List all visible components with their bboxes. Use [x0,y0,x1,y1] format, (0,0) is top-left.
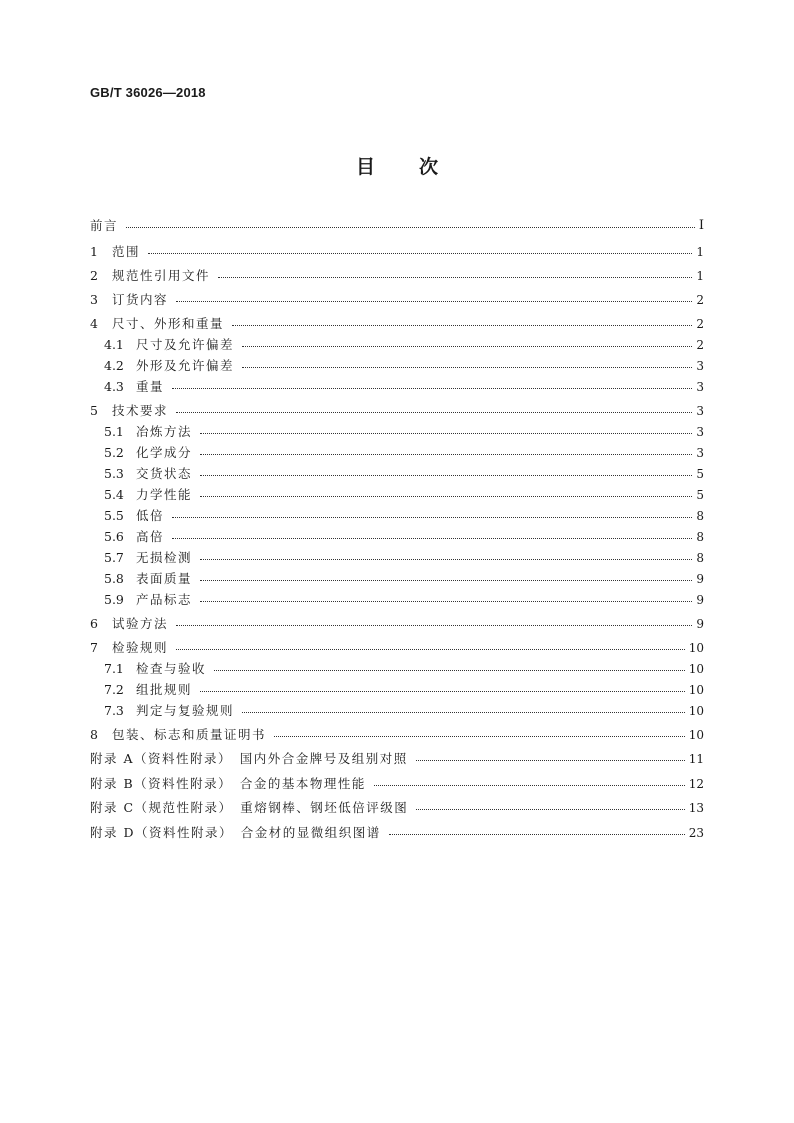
toc-entry[interactable] [90,335,704,355]
toc-dot-leader [172,387,692,389]
toc-entry[interactable] [90,701,704,721]
toc-entry-number: 8 [90,727,98,742]
toc-entry-page: 9 [696,572,704,586]
toc-entry[interactable] [90,356,704,376]
toc-entry-label: 产品标志 [136,592,193,607]
toc-entry[interactable] [90,443,704,463]
toc-entry-label: 判定与复验规则 [136,703,235,718]
toc-entry-number: 2 [90,268,98,283]
toc-entry-page: 1 [696,269,704,283]
toc-entry-number: 5.9 [104,592,124,607]
page-title-char-1: 目 [355,156,375,178]
toc-dot-leader [416,808,684,810]
toc-entry[interactable] [90,725,704,745]
toc-dot-leader [126,226,695,228]
toc-entry-number: 5.6 [104,529,124,544]
toc-entry-number: 7 [90,640,98,655]
toc-entry-page: 9 [696,617,704,631]
toc-entry-label: 附录 A（资料性附录） 国内外合金牌号及组别对照 [90,751,408,766]
toc-entry-number: 5.3 [104,466,124,481]
toc-entry-page: 3 [696,404,704,418]
toc-entry-page: 11 [688,752,704,766]
toc-entry-label: 无损检测 [136,550,193,565]
toc-entry-label: 范围 [112,244,141,259]
toc-entry-page: 2 [696,293,704,307]
toc-dot-leader [148,252,692,254]
toc-dot-leader [416,759,685,761]
toc-entry-label: 表面质量 [136,571,193,586]
toc-dot-leader [200,495,692,497]
toc-dot-leader [176,411,692,413]
toc-dot-leader [200,432,692,434]
toc-dot-leader [242,366,692,368]
toc-entry-label: 检验规则 [112,640,169,655]
toc-entry-number: 4.3 [104,379,124,394]
toc-entry[interactable] [90,774,704,794]
toc-entry-label: 高倍 [136,529,165,544]
toc-entry[interactable] [90,314,704,334]
toc-entry[interactable] [90,749,704,769]
toc-entry[interactable] [90,569,704,589]
toc-dot-leader [214,669,685,671]
toc-dot-leader [274,735,685,737]
toc-entry-page: 8 [696,530,704,544]
toc-entry-label: 检查与验收 [136,661,207,676]
toc-dot-leader [172,516,692,518]
toc-entry-page: 10 [688,728,704,742]
toc-entry-label: 技术要求 [112,403,169,418]
toc-entry[interactable] [90,798,704,818]
toc-entry[interactable] [90,290,704,310]
toc-entry[interactable] [90,422,704,442]
toc-entry-page: 13 [688,801,704,815]
toc-entry-page: 3 [696,380,704,394]
toc-dot-leader [200,558,692,560]
toc-entry-label: 外形及允许偏差 [136,358,235,373]
toc-dot-leader [176,648,685,650]
toc-dot-leader [200,600,692,602]
toc-dot-leader [200,579,692,581]
toc-entry[interactable] [90,401,704,421]
toc-entry-label: 冶炼方法 [136,424,193,439]
toc-entry-label: 规范性引用文件 [112,268,211,283]
toc-entry-page: 5 [696,467,704,481]
toc-entry-label: 交货状态 [136,466,193,481]
toc-entry-page: 3 [696,359,704,373]
toc-entry[interactable] [90,680,704,700]
toc-entry[interactable] [90,216,704,236]
toc-entry[interactable] [90,659,704,679]
toc-entry-number: 5.1 [104,424,124,439]
toc-entry-page: 3 [696,425,704,439]
toc-entry-page: Ⅰ [698,218,704,233]
toc-entry-label: 前言 [90,218,119,233]
toc-dot-leader [242,345,692,347]
toc-dot-leader [176,624,692,626]
toc-dot-leader [200,453,692,455]
toc-entry[interactable] [90,823,704,843]
toc-entry[interactable] [90,548,704,568]
toc-entry-number: 3 [90,292,98,307]
toc-entry-label: 附录 D（资料性附录） 合金材的显微组织图谱 [90,825,381,840]
toc-entry-label: 附录 B（资料性附录） 合金的基本物理性能 [90,776,366,791]
toc-dot-leader [176,300,692,302]
toc-entry-label: 化学成分 [136,445,193,460]
toc-entry-number: 1 [90,244,98,259]
toc-entry[interactable] [90,242,704,262]
toc-entry-label: 低倍 [136,508,165,523]
toc-entry-page: 8 [696,509,704,523]
toc-entry-label: 附录 C（规范性附录） 重熔钢棒、钢坯低倍评级图 [90,800,409,815]
toc-entry-number: 4.2 [104,358,124,373]
toc-entry-number: 7.2 [104,682,124,697]
toc-entry-page: 1 [696,245,704,259]
page-title-char-2: 次 [419,156,439,178]
toc-entry-page: 3 [696,446,704,460]
toc-entry-page: 8 [696,551,704,565]
toc-entry[interactable] [90,638,704,658]
toc-entry-number: 4 [90,316,98,331]
toc-entry[interactable] [90,506,704,526]
toc-dot-leader [218,276,692,278]
toc-dot-leader [172,537,692,539]
toc-entry-page: 2 [696,338,704,352]
toc-dot-leader [200,690,685,692]
toc-entry-number: 5.8 [104,571,124,586]
toc-entry-number: 5.5 [104,508,124,523]
toc-entry-page: 2 [696,317,704,331]
toc-entry-page: 10 [688,641,704,655]
toc-entry[interactable] [90,614,704,634]
toc-dot-leader [374,784,685,786]
toc-entry[interactable] [90,590,704,610]
toc-entry-page: 23 [688,826,704,840]
toc-entry-number: 7.3 [104,703,124,718]
toc-dot-leader [242,711,685,713]
toc-entry-label: 尺寸、外形和重量 [112,316,225,331]
toc-entry-label: 包装、标志和质量证明书 [112,727,267,742]
toc-entry-label: 力学性能 [136,487,193,502]
toc-entry-number: 5.7 [104,550,124,565]
toc-entry[interactable] [90,377,704,397]
toc-entry-label: 尺寸及允许偏差 [136,337,235,352]
toc-entry-label: 重量 [136,379,165,394]
toc-entry-number: 4.1 [104,337,124,352]
toc-entry-page: 10 [688,662,704,676]
toc-entry-label: 组批规则 [136,682,193,697]
toc-dot-leader [200,474,692,476]
toc-entry-number: 5.2 [104,445,124,460]
toc-entry-page: 12 [688,777,704,791]
standard-code: GB/T 36026—2018 [90,85,206,100]
toc-entry-label: 订货内容 [112,292,169,307]
toc-entry[interactable] [90,527,704,547]
page-title [0,152,794,179]
toc-dot-leader [232,324,692,326]
toc-entry-number: 7.1 [104,661,124,676]
toc-entry[interactable] [90,266,704,286]
toc-entry[interactable] [90,485,704,505]
toc-entry-number: 5 [90,403,98,418]
toc-entry[interactable] [90,464,704,484]
toc-entry-page: 9 [696,593,704,607]
toc-entry-page: 10 [688,683,704,697]
toc-entry-page: 10 [688,704,704,718]
toc-entry-number: 6 [90,616,98,631]
toc-entry-label: 试验方法 [112,616,169,631]
toc-dot-leader [389,833,685,835]
toc-entry-number: 5.4 [104,487,124,502]
toc-entry-page: 5 [696,488,704,502]
